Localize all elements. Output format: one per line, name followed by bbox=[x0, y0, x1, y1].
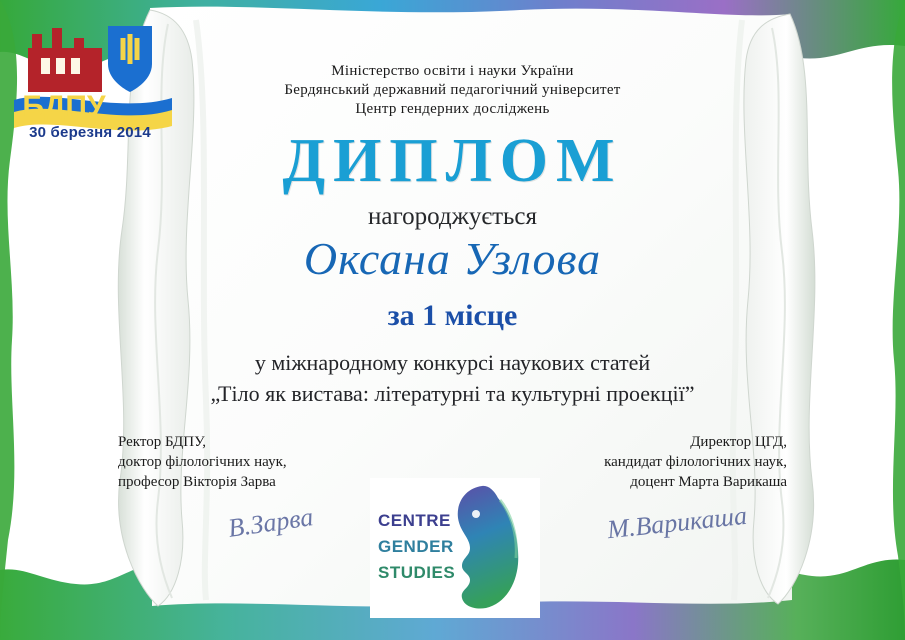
logo-text bbox=[378, 508, 455, 586]
emblem-date: 30 березня 2014 bbox=[29, 124, 151, 141]
logo-line-1: CENTRE bbox=[378, 511, 451, 530]
signature-block-right bbox=[604, 432, 787, 492]
page-title: ДИПЛОМ bbox=[282, 127, 623, 195]
logo-line-2: GENDER bbox=[378, 537, 454, 556]
signature-right-line-1: Директор ЦГД, bbox=[690, 434, 787, 450]
header-line-centre: Центр гендерних досліджень bbox=[355, 101, 550, 117]
recipient-name: Оксана Узлова bbox=[303, 233, 602, 284]
signature-mark-right: М.Варикаша bbox=[605, 500, 749, 545]
header-line-university: Бердянський державний педагогічний університет bbox=[284, 82, 621, 98]
signature-left-line-2: доктор філологічних наук, bbox=[118, 454, 287, 470]
svg-text:БДПУ: БДПУ bbox=[22, 90, 106, 123]
awarded-label: нагороджується bbox=[367, 203, 538, 230]
signature-left-line-1: Ректор БДПУ, bbox=[118, 434, 207, 450]
contest-description bbox=[0, 348, 905, 410]
signature-right-line-2: кандидат філологічних наук, bbox=[604, 454, 787, 470]
header-line-ministry: Міністерство освіти і науки України bbox=[331, 63, 574, 79]
signature-mark-left: В.Зарва bbox=[226, 502, 315, 543]
signature-right-line-3: доцент Марта Варикаша bbox=[630, 474, 787, 490]
contest-line-1: у міжнародному конкурсі наукових статей bbox=[254, 350, 651, 375]
contest-line-2: „Тіло як вистава: літературні та культурні проекції” bbox=[210, 381, 695, 406]
signature-block-left bbox=[118, 432, 287, 492]
logo-line-3: STUDIES bbox=[378, 563, 456, 582]
place-label: за 1 місце bbox=[387, 299, 518, 332]
signature-left-line-3: професор Вікторія Зарва bbox=[118, 474, 276, 490]
document-header bbox=[0, 62, 905, 119]
